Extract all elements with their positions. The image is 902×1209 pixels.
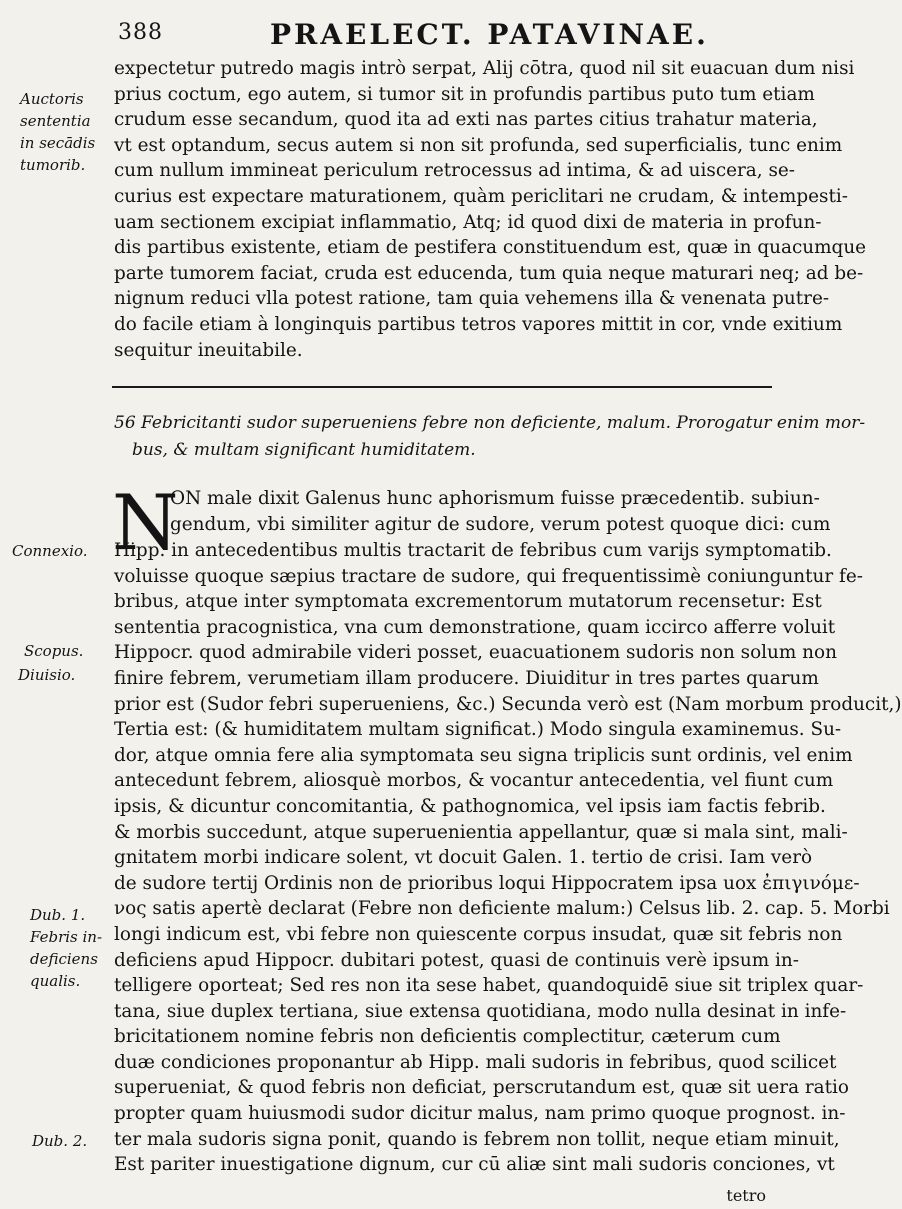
text-line: bricitationem nomine febris non deficientis complectitur, cæterum cum — [114, 1026, 781, 1048]
text-line: Hipp. in antecedentibus multis tractarit de febribus cum varijs symptomatib. — [114, 540, 832, 561]
catchword: tetro — [726, 1186, 766, 1205]
page-number: 388 — [118, 20, 163, 45]
text-line: ipsis, & dicuntur concomitantia, & pathognomica, vel ipsis iam factis febrib. — [114, 795, 826, 817]
running-head: PRAELECT. PATAVINAE. — [270, 18, 709, 51]
margin-line: Diuisio. — [18, 666, 76, 684]
text-line: dor, atque omnia fere alia symptomata seu signa triplicis sunt ordinis, vel enim — [114, 744, 853, 766]
text-line: Hippocr. quod admirabile videri posset, euacuationem sudoris non solum non — [114, 642, 837, 664]
text-line: nignum reduci vlla potest ratione, tam quia vehemens illa & venenata putre- — [114, 288, 830, 310]
text-line: νος satis apertè declarat (Febre non deficiente malum:) Celsus lib. 2. cap. 5. Morbi — [114, 898, 890, 920]
margin-note-dub2 — [32, 1130, 132, 1152]
text-line: de sudore tertij Ordinis non de prioribus loqui Hippocratem ipsa uox ἐπιγινόμε- — [114, 872, 860, 894]
text-line: parte tumorem faciat, cruda est educenda, tum quia neque maturari neq; ad be- — [114, 262, 864, 284]
drop-cap-lines — [170, 486, 831, 537]
margin-line: Scopus. — [24, 642, 84, 660]
main-paragraph — [114, 538, 902, 1178]
section-divider — [112, 386, 772, 388]
text-line: crudum esse secandum, quod ita ad exti nas partes citius trahatur materia, — [114, 109, 818, 131]
text-line: & morbis succedunt, atque superuenientia appellantur, quæ si mala sint, mali- — [114, 821, 848, 843]
text-line: superueniat, & quod febris non deficiat, perscrutandum est, quæ sit uera ratio — [114, 1077, 849, 1099]
text-line: dis partibus existente, etiam de pestifera constituendum est, quæ in quacumque — [114, 237, 867, 259]
text-line: deficiens apud Hippocr. dubitari potest, quasi de continuis verè ipsum in- — [114, 949, 799, 971]
margin-line: Febris in- — [30, 928, 103, 946]
text-line: cum nullum immineat periculum retrocessus ad intima, & ad uiscera, se- — [114, 160, 795, 182]
margin-note-scopus — [24, 640, 124, 662]
margin-note-diuisio — [18, 664, 118, 686]
text-line: antecedunt febrem, aliosquè morbos, & vocantur antecedentia, vel fiunt cum — [114, 770, 834, 792]
text-line: duæ condiciones proponantur ab Hipp. mali sudoris in febribus, quod scilicet — [114, 1051, 837, 1073]
text-line: tana, siue duplex tertiana, siue extensa quotidiana, modo nulla desinat in infe- — [114, 1000, 847, 1022]
text-line: propter quam huiusmodi sudor dicitur malus, nam primo quoque prognost. in- — [114, 1103, 846, 1125]
text-line: gendum, vbi similiter agitur de sudore, verum potest quoque dici: cum — [170, 513, 831, 535]
margin-line: deficiens — [30, 950, 98, 968]
top-paragraph — [114, 56, 867, 363]
text-line: bribus, atque inter symptomata excrementorum mutatorum recensetur: Est — [114, 591, 822, 613]
margin-line: in secādis — [20, 134, 96, 152]
text-line: uam sectionem excipiat inflammatio, Atq; id quod dixi de materia in profun- — [114, 211, 822, 233]
text-line: longi indicum est, vbi febre non quiescente corpus insudat, quæ sit febris non — [114, 923, 843, 945]
text-line: ter mala sudoris signa ponit, quando is febrem non tollit, neque etiam minuit, — [114, 1128, 840, 1150]
text-line: gnitatem morbi indicare solent, vt docuit Galen. 1. tertio de crisi. Iam verò — [114, 847, 813, 869]
text-line: telligere oporteat; Sed res non ita sese habet, quandoquidē siue sit triplex quar- — [114, 975, 864, 997]
text-line: finire febrem, verumetiam illam producere. Diuiditur in tres partes quarum — [114, 667, 819, 689]
margin-line: sententia — [20, 112, 91, 130]
text-line: sequitur ineuitabile. — [114, 339, 303, 361]
text-line: vt est optandum, secus autem si non sit profunda, sed superficialis, tunc enim — [114, 134, 843, 156]
text-line: ON male dixit Galenus hunc aphorismum fuisse præcedentib. subiun- — [170, 488, 820, 509]
text-line: voluisse quoque sæpius tractare de sudore, qui frequentissimè coniunguntur fe- — [114, 565, 863, 587]
margin-note-connexio — [12, 540, 112, 562]
aphorism-line: bus, & multam significant humiditatem. — [132, 440, 476, 460]
margin-note-auctoris — [20, 88, 120, 176]
margin-line: Dub. 2. — [32, 1132, 88, 1150]
page-header — [0, 18, 800, 52]
text-line: do facile etiam à longinquis partibus tetros vapores mittit in cor, vnde exitium — [114, 313, 843, 335]
margin-line: Connexio. — [12, 542, 88, 560]
text-line: Tertia est: (& humiditatem multam significat.) Modo singula examinemus. Su- — [114, 719, 842, 741]
margin-line: Auctoris — [20, 90, 84, 108]
text-line: expectetur putredo magis intrò serpat, Alij cōtra, quod nil sit euacuan dum nisi — [114, 58, 855, 79]
margin-line: qualis. — [30, 972, 81, 990]
margin-line: Dub. 1. — [30, 906, 86, 924]
text-line: prius coctum, ego autem, si tumor sit in profundis partibus puto tum etiam — [114, 83, 815, 105]
aphorism-line: 56 Febricitanti sudor superueniens febre non deficiente, malum. Prorogatur enim mor- — [114, 413, 866, 433]
margin-line: tumorib. — [20, 156, 86, 174]
text-line: prior est (Sudor febri superueniens, &c.) Secunda verò est (Nam morbum producit,) — [114, 693, 902, 715]
text-line: sententia pracognistica, vna cum demonstratione, quam iccirco afferre voluit — [114, 616, 836, 638]
aphorism — [114, 410, 866, 464]
drop-cap: N — [112, 478, 179, 567]
text-line: curius est expectare maturationem, quàm periclitari ne crudam, & intempesti- — [114, 185, 848, 207]
margin-note-dub1 — [30, 904, 130, 992]
text-line: Est pariter inuestigatione dignum, cur cū aliæ sint mali sudoris conciones, vt — [114, 1154, 835, 1176]
